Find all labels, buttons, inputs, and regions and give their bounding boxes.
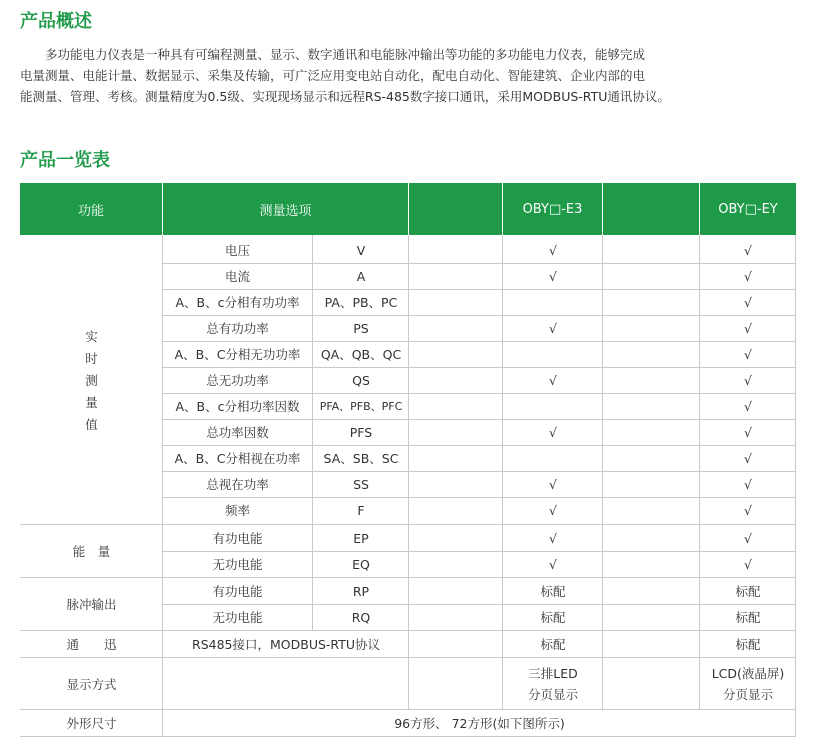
row-name: A、B、C分相无功功率 bbox=[174, 347, 301, 362]
row-ey: 标配 bbox=[735, 610, 761, 625]
grid-line bbox=[163, 604, 796, 605]
row-code: RQ bbox=[351, 609, 371, 625]
row-ey: √ bbox=[744, 502, 752, 518]
row-code: SA、SB、SC bbox=[323, 451, 399, 466]
row-e3: √ bbox=[549, 476, 557, 492]
header-blank bbox=[603, 183, 699, 235]
row-e3 bbox=[503, 393, 603, 419]
overview-line: 多功能电力仪表是一种具有可编程测量、显示、数字通讯和电能脉冲输出等功能的多功能电力仪表，能够完成 bbox=[45, 47, 646, 62]
overview-paragraph bbox=[20, 44, 810, 107]
grid-line bbox=[163, 497, 796, 498]
row-e3 bbox=[503, 341, 603, 367]
group-comm: 通 迅 bbox=[66, 637, 117, 652]
grid-line bbox=[408, 235, 409, 710]
grid-line bbox=[163, 315, 796, 316]
row-e3 bbox=[503, 289, 603, 315]
group-realtime: 实 时 测 量 值 bbox=[85, 329, 98, 432]
row-name: 总功率因数 bbox=[206, 425, 269, 440]
row-name: 总无功功率 bbox=[206, 373, 269, 388]
grid-line bbox=[163, 551, 796, 552]
grid-line bbox=[795, 235, 796, 737]
grid-line bbox=[699, 235, 700, 710]
grid-line bbox=[20, 736, 796, 737]
row-e3: √ bbox=[549, 424, 557, 440]
row-code: PS bbox=[353, 320, 369, 336]
row-e3: √ bbox=[549, 320, 557, 336]
row-e3: 标配 bbox=[540, 584, 566, 599]
row-code: EP bbox=[353, 530, 369, 546]
row-ey: √ bbox=[744, 530, 752, 546]
grid-line bbox=[502, 235, 503, 710]
grid-line bbox=[602, 235, 603, 710]
header-model-e3: OBY□-E3 bbox=[503, 183, 602, 235]
overview-title: 产品概述 bbox=[20, 11, 92, 32]
row-ey: √ bbox=[744, 372, 752, 388]
row-code: SS bbox=[353, 476, 369, 492]
display-e3: 三排LED 分页显示 bbox=[527, 666, 578, 702]
header-options: 测量选项 bbox=[163, 183, 408, 235]
row-name: A、B、c分相功率因数 bbox=[175, 399, 300, 414]
row-name: 频率 bbox=[224, 503, 250, 518]
row-name: 电压 bbox=[224, 243, 250, 258]
group-size: 外形尺寸 bbox=[66, 716, 117, 731]
row-code: QA、QB、QC bbox=[320, 347, 402, 362]
display-ey: LCD(液晶屏) 分页显示 bbox=[711, 666, 785, 702]
row-code: PFS bbox=[349, 424, 373, 440]
row-e3: √ bbox=[549, 530, 557, 546]
row-ey: √ bbox=[744, 398, 752, 414]
row-ey: √ bbox=[744, 268, 752, 284]
comm-e3: 标配 bbox=[540, 637, 566, 652]
grid-line bbox=[163, 367, 796, 368]
row-name: A、B、C分相视在功率 bbox=[174, 451, 301, 466]
grid-line bbox=[163, 419, 796, 420]
group-energy: 能 量 bbox=[72, 544, 111, 559]
header-function: 功能 bbox=[20, 183, 162, 235]
row-name: 有功电能 bbox=[212, 531, 263, 546]
row-name: 总视在功率 bbox=[206, 477, 269, 492]
row-ey: √ bbox=[744, 556, 752, 572]
row-ey: √ bbox=[744, 346, 752, 362]
row-e3: √ bbox=[549, 242, 557, 258]
row-name: 总有功功率 bbox=[206, 321, 269, 336]
grid-line bbox=[163, 341, 796, 342]
row-ey: √ bbox=[744, 320, 752, 336]
row-e3: √ bbox=[549, 268, 557, 284]
row-name: 有功电能 bbox=[212, 584, 263, 599]
row-code: F bbox=[357, 502, 365, 518]
row-name: A、B、c分相有功功率 bbox=[175, 295, 300, 310]
overview-line: 能测量、管理、考核。测量精度为0.5级、实现现场显示和远程RS-485数字接口通讯，采用MODBUS-RTU通讯协议。 bbox=[20, 89, 670, 104]
grid-line bbox=[163, 289, 796, 290]
row-code: A bbox=[356, 268, 366, 284]
header-blank bbox=[409, 183, 502, 235]
row-e3: √ bbox=[549, 556, 557, 572]
size-value: 96方形、 72方形(如下图所示) bbox=[394, 716, 565, 731]
row-name: 无功电能 bbox=[212, 557, 263, 572]
product-list-title: 产品一览表 bbox=[20, 150, 110, 171]
group-display: 显示方式 bbox=[66, 677, 117, 692]
row-code: V bbox=[356, 242, 366, 258]
grid-line bbox=[312, 235, 313, 630]
grid-line bbox=[163, 445, 796, 446]
grid-line bbox=[163, 471, 796, 472]
row-code: RP bbox=[352, 583, 370, 599]
grid-line bbox=[163, 393, 796, 394]
row-ey: √ bbox=[744, 242, 752, 258]
row-ey: √ bbox=[744, 450, 752, 466]
overview-line: 电量测量、电能计量、数据显示、采集及传输，可广泛应用变电站自动化，配电自动化、智能建筑、企业内部的电 bbox=[20, 68, 646, 83]
row-code: EQ bbox=[352, 556, 370, 572]
row-ey: 标配 bbox=[735, 584, 761, 599]
row-name: 无功电能 bbox=[212, 610, 263, 625]
row-e3: √ bbox=[549, 502, 557, 518]
group-pulse: 脉冲输出 bbox=[66, 597, 117, 612]
row-code: PFA、PFB、PFC bbox=[319, 400, 403, 413]
row-code: QS bbox=[352, 372, 370, 388]
row-ey: √ bbox=[744, 476, 752, 492]
comm-option: RS485接口，MODBUS-RTU协议 bbox=[192, 637, 380, 652]
grid-line bbox=[163, 263, 796, 264]
row-name: 电流 bbox=[224, 269, 250, 284]
header-model-ey: OBY□-EY bbox=[700, 183, 796, 235]
row-ey: √ bbox=[744, 294, 752, 310]
comm-ey: 标配 bbox=[735, 637, 761, 652]
row-ey: √ bbox=[744, 424, 752, 440]
row-code: PA、PB、PC bbox=[324, 295, 398, 310]
row-e3: 标配 bbox=[540, 610, 566, 625]
row-e3: √ bbox=[549, 372, 557, 388]
grid-line bbox=[162, 235, 163, 736]
row-e3 bbox=[503, 445, 603, 471]
